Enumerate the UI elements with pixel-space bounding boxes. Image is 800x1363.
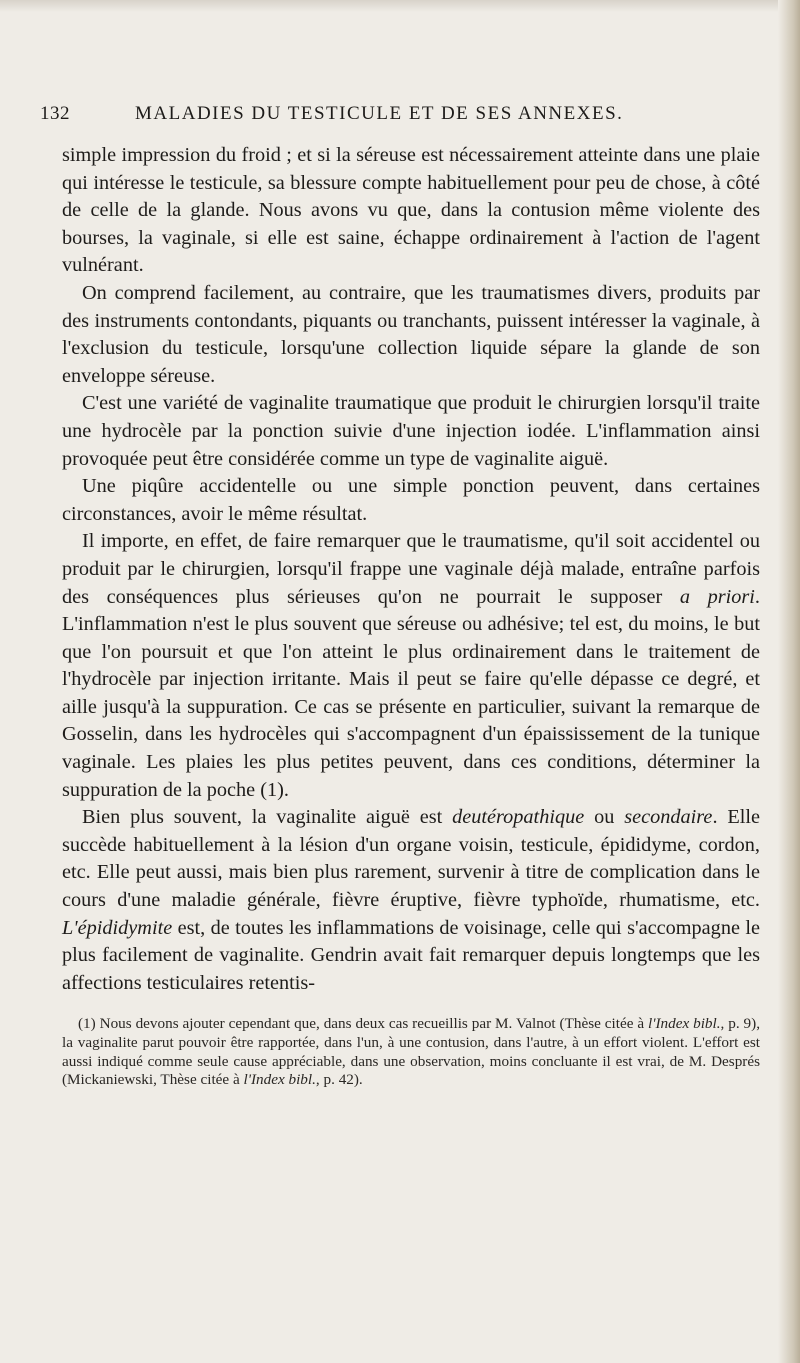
text-run: ou <box>584 806 625 829</box>
paragraph <box>62 804 760 997</box>
text-run: Une piqûre accidentelle ou une simple ponction peuvent, dans certaines circonstances, avoir le même résultat. <box>62 475 760 525</box>
paragraph <box>62 473 760 528</box>
footnotes <box>62 1015 760 1090</box>
text-run: C'est une variété de vaginalite traumatique que produit le chirurgien lorsqu'il traite une hydrocèle par la ponction suivie d'une injection iodée. L'inflammation ainsi provoquée peut être considérée comme un type de vaginalite aiguë. <box>62 392 760 470</box>
paragraph <box>62 142 760 280</box>
page-header <box>40 103 760 133</box>
italic-run: a priori <box>679 585 755 608</box>
paragraph <box>62 280 760 390</box>
text-run: est, de toutes les inflammations de voisinage, celle qui s'accompagne le plus facilement de vaginalite. Gendrin avait fait remarquer depuis longtemps que les affections testiculaires retentis- <box>62 916 760 994</box>
running-title: MALADIES DU TESTICULE ET DE SES ANNEXES. <box>135 103 624 124</box>
page-edge-shadow <box>0 0 800 12</box>
text-run: On comprend facilement, au contraire, que les traumatismes divers, produits par des instruments contondants, piquants ou tranchants, puissent intéresser la vaginale, à l'exclusion du testicule, lorsqu'une collection liquide sépare la glande de son enveloppe séreuse. <box>62 281 760 387</box>
italic-run: deutéropathique <box>452 806 585 829</box>
paragraph <box>62 528 760 804</box>
page-number: 132 <box>40 103 70 124</box>
body-text <box>62 142 760 997</box>
text-run: (1) Nous devons ajouter cependant que, dans deux cas recueillis par M. Valnot (Thèse citée à <box>78 1015 648 1032</box>
text-run: Bien plus souvent, la vaginalite aiguë est <box>82 806 453 829</box>
text-run: simple impression du froid ; et si la séreuse est nécessairement atteinte dans une plaie qui intéresse le testicule, sa blessure compte habituellement pour peu de chose, à côté de celle de la glande. Nous avons vu que, dans la contusion même violente des bourses, la vaginale, si elle est saine, échappe ordinairement à l'action de l'agent vulnérant. <box>62 144 760 277</box>
page-binding-shadow <box>778 0 800 1363</box>
italic-run: L'épididymite <box>62 916 173 939</box>
text-run: Il importe, en effet, de faire remarquer que le traumatisme, qu'il soit accidentel ou produit par le chirurgien, lorsqu'il frappe une vaginale déjà malade, entraîne parfois des conséquences plus sérieuses qu'on ne pourrait le supposer <box>62 530 760 608</box>
text-run: , p. 42). <box>315 1071 363 1089</box>
text-run: . L'inflammation n'est le plus souvent que séreuse ou adhésive; tel est, du moins, le but que l'on poursuit et que l'on atteint le plus ordinairement dans le traitement de l'hydrocèle par injection irritante. Mais il peut se faire qu'elle dépasse ce degré, et aille jusqu'à la suppuration. Ce cas se présente en particulier, suivant la remarque de Gosselin, dans les hydrocèles qui s'accompagnent d'un épaississement de la tunique vaginale. Les plaies les plus petites peuvent, dans ces conditions, déterminer la suppuration de la poche (1). <box>62 585 760 801</box>
text-run: , p. 9), la vaginalite parut pouvoir être rapportée, dans l'un, à une contusion, dans l'autre, à un effort violent. L'effort est aussi indiqué comme seule cause appréciable, dans une observation, moins concluante il est vrai, de M. Després (Mickaniewski, Thèse citée à <box>62 1015 760 1089</box>
paragraph <box>62 390 760 473</box>
italic-run: secondaire <box>624 806 713 829</box>
italic-run: l'Index bibl. <box>243 1071 316 1089</box>
text-run: . Elle succède habituellement à la lésion d'un organe voisin, testicule, épididyme, cordon, etc. Elle peut aussi, mais bien plus rarement, survenir à titre de complication dans le cours d'une maladie générale, fièvre éruptive, fièvre typhoïde, rhumatisme, etc. <box>62 806 760 912</box>
footnote <box>62 1015 760 1090</box>
italic-run: l'Index bibl. <box>648 1015 721 1032</box>
